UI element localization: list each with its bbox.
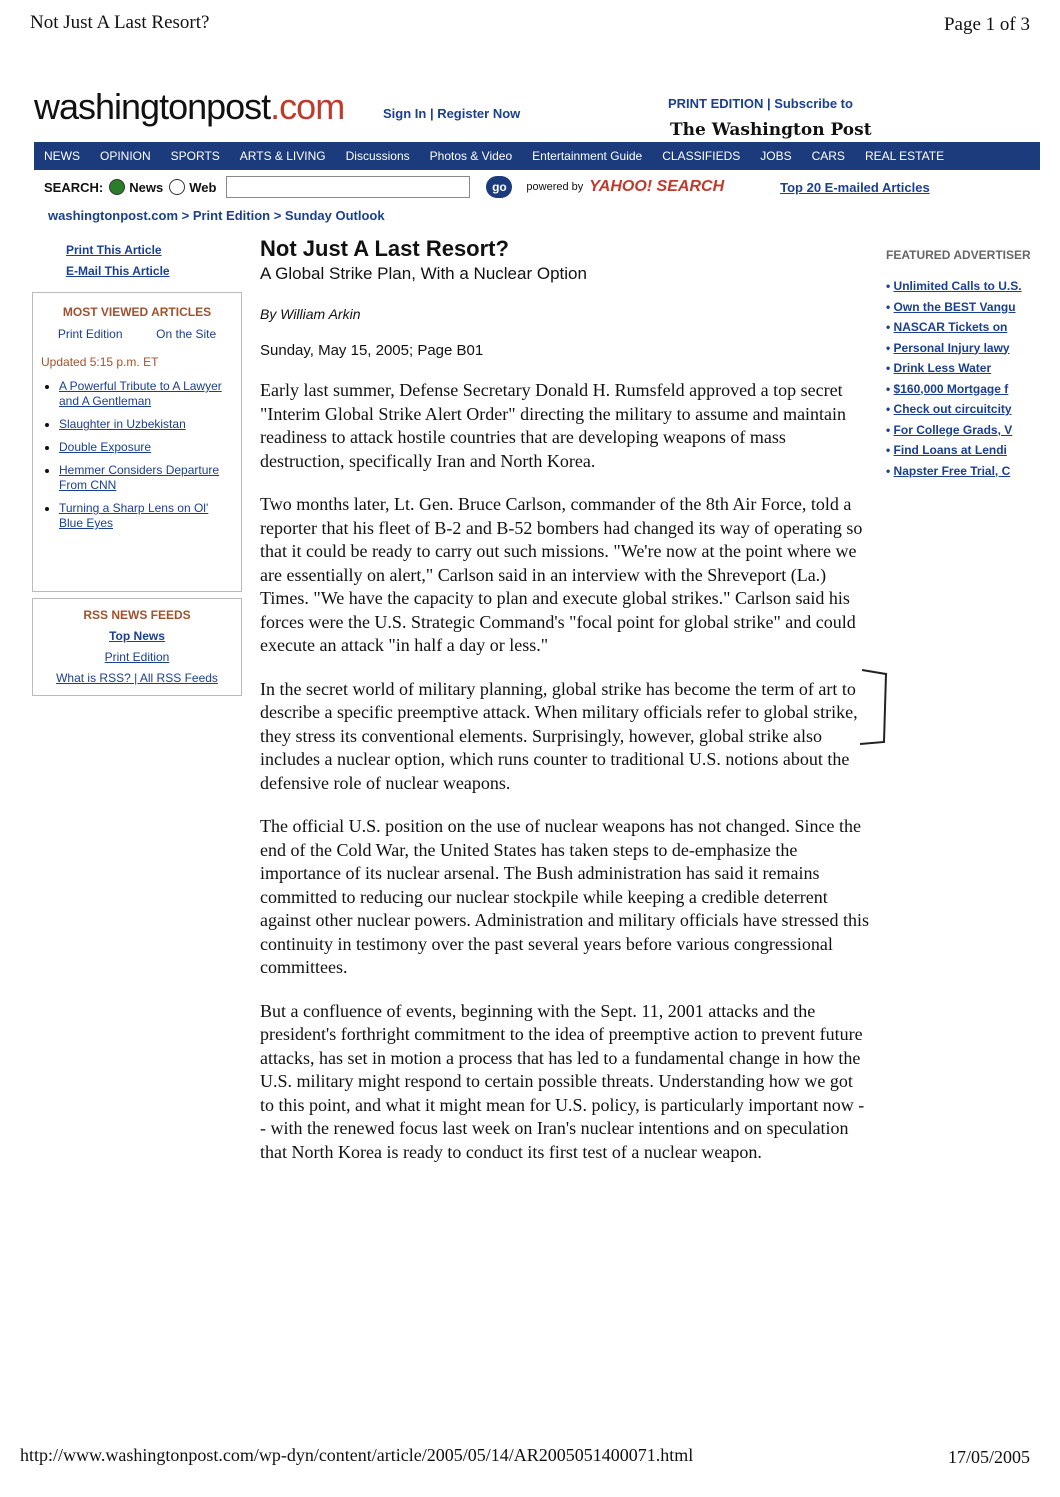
footer-date: 17/05/2005 bbox=[947, 1447, 1030, 1467]
site-logo[interactable] bbox=[34, 86, 344, 128]
logo-tld: .com bbox=[270, 86, 345, 127]
nav-entertainment[interactable]: Entertainment Guide bbox=[532, 149, 643, 163]
rss-what-is[interactable]: What is RSS? | All RSS Feeds bbox=[56, 671, 218, 685]
handwritten-bracket bbox=[856, 664, 896, 748]
rss-header: RSS NEWS FEEDS bbox=[83, 608, 191, 622]
powered-by: powered by bbox=[526, 181, 584, 193]
breadcrumb[interactable]: washingtonpost.com > Print Edition > Sunday Outlook bbox=[48, 208, 385, 223]
nav-opinion[interactable]: OPINION bbox=[100, 149, 151, 163]
radio-web[interactable] bbox=[169, 179, 185, 195]
yahoo-logo: YAHOO! SEARCH bbox=[589, 178, 725, 195]
article-paragraph: Early last summer, Defense Secretary Donald H. Rumsfeld approved a top secret "Interim Global Strike Alert Order" directing the military to assume and maintain readiness to attack hostile countries that are developing weapons of mass destruction, specifically Iran and North Korea. bbox=[260, 380, 847, 471]
left-sidebar bbox=[32, 234, 242, 700]
most-viewed-item[interactable]: Double Exposure bbox=[59, 440, 152, 454]
updated-time: Updated 5:15 p.m. ET bbox=[41, 355, 159, 369]
ad-link[interactable]: Personal Injury lawy bbox=[893, 340, 1010, 355]
article-byline: By William Arkin bbox=[260, 306, 361, 322]
nav-classifieds[interactable]: CLASSIFIEDS bbox=[662, 149, 741, 163]
go-button[interactable]: go bbox=[486, 176, 512, 198]
ad-link[interactable]: For College Grads, V bbox=[893, 422, 1013, 437]
ad-link[interactable]: Unlimited Calls to U.S. bbox=[893, 279, 1022, 293]
search-input[interactable] bbox=[226, 176, 470, 198]
footer-url: http://www.washingtonpost.com/wp-dyn/content/article/2005/05/14/AR2005051400071.html bbox=[20, 1445, 694, 1465]
ad-link[interactable]: Check out circuitcity bbox=[893, 402, 1012, 416]
article-headline: Not Just A Last Resort? bbox=[260, 236, 509, 261]
ad-link[interactable]: Drink Less Water bbox=[893, 361, 992, 375]
nav-arts[interactable]: ARTS & LIVING bbox=[239, 149, 326, 163]
main-nav bbox=[34, 142, 1040, 170]
nav-news[interactable]: NEWS bbox=[44, 149, 80, 163]
ad-link[interactable]: Napster Free Trial, C bbox=[893, 463, 1011, 478]
nav-discussions[interactable]: Discussions bbox=[345, 149, 410, 163]
most-viewed-item[interactable]: Slaughter in Uzbekistan bbox=[59, 417, 186, 431]
print-header-title: Not Just A Last Resort? bbox=[30, 12, 210, 33]
article-paragraph: The official U.S. position on the use of nuclear weapons has not changed. Since the end of the Cold War, the United States has taken steps to de-emphasize the importance of its nuclear arsenal. The Bush administration has said it remains committed to reducing our nuclear stockpile while keeping a credible deterrent against other nuclear powers. Administration and military officials have stressed this continuity in testimony over the past several years before various congressional committees. bbox=[260, 816, 870, 977]
nav-cars[interactable]: CARS bbox=[811, 149, 845, 163]
article-subhead: A Global Strike Plan, With a Nuclear Option bbox=[260, 264, 587, 283]
print-page-number: Page 1 of 3 bbox=[943, 14, 1030, 35]
featured-advertisers: FEATURED ADVERTISER • Unlimited Calls to U.S. • Own the BEST Vangu • NASCAR Tickets on • Personal Injury lawy • Drink Less Water • $160,000 Mortgage f • Check out circuitcity • For College Grads, V • Find Loans at Lendi • Napster Free Trial, C bbox=[886, 248, 1040, 481]
ad-link[interactable]: NASCAR Tickets on bbox=[893, 320, 1008, 334]
article-paragraph: Two months later, Lt. Gen. Bruce Carlson, commander of the 8th Air Force, told a reporter that his fleet of B-2 and B-52 bombers had changed its way of operating so that it could be ready to carry out such missions. "We're now at the point where we are essentially on alert," Carlson said in an interview with the Shreveport (La.) Times. "We have the capacity to plan and execute global strikes." Carlson said his forces were the U.S. Strategic Command's "focal point for global strike" and could execute an attack "in half a day or less." bbox=[260, 494, 863, 655]
print-article-link[interactable]: Print This Article bbox=[66, 243, 162, 257]
sign-in-link[interactable]: Sign In | Register Now bbox=[383, 106, 521, 121]
print-edition-link[interactable]: PRINT EDITION | Subscribe to bbox=[668, 96, 853, 111]
search-bar bbox=[34, 176, 1040, 198]
ad-link[interactable]: Own the BEST Vangu bbox=[893, 299, 1016, 314]
most-viewed-item[interactable]: A Powerful Tribute to A Lawyer and A Gentleman bbox=[59, 379, 222, 408]
most-viewed-item[interactable]: Turning a Sharp Lens on Ol' Blue Eyes bbox=[59, 501, 209, 530]
article-dateline: Sunday, May 15, 2005; Page B01 bbox=[260, 342, 484, 359]
logo-main: washingtonpost bbox=[34, 86, 271, 127]
article-paragraph: But a confluence of events, beginning with the Sept. 11, 2001 attacks and the president's forthright commitment to the idea of preemptive action to prevent future attacks, has set in motion a process that has led to a fundamental change in how the U.S. military might respond to certain possible threats. Understanding how we got to this point, and what it might mean for U.S. policy, is particularly important now -- with the renewed focus last week on Iran's nuclear intentions and on speculation that North Korea is ready to conduct its first test of a nuclear weapon. bbox=[260, 1000, 865, 1162]
most-viewed-item[interactable]: Hemmer Considers Departure From CNN bbox=[59, 463, 220, 492]
rss-top-news[interactable]: Top News bbox=[109, 629, 165, 643]
nav-sports[interactable]: SPORTS bbox=[170, 149, 220, 163]
ads-header: FEATURED ADVERTISER bbox=[886, 248, 1031, 262]
ad-link[interactable]: Find Loans at Lendi bbox=[893, 443, 1007, 457]
article bbox=[260, 236, 870, 1164]
paper-name: The Washington Post bbox=[670, 120, 872, 140]
nav-photos[interactable]: Photos & Video bbox=[429, 149, 513, 163]
radio-web-label: Web bbox=[189, 179, 217, 195]
radio-news[interactable] bbox=[109, 179, 125, 195]
search-label: SEARCH: bbox=[44, 179, 104, 195]
radio-news-label: News bbox=[129, 179, 164, 195]
most-viewed-header: MOST VIEWED ARTICLES bbox=[62, 305, 212, 319]
nav-real-estate[interactable]: REAL ESTATE bbox=[864, 149, 945, 163]
nav-jobs[interactable]: JOBS bbox=[760, 149, 792, 163]
tab-on-the-site[interactable]: On the Site bbox=[156, 327, 217, 341]
email-article-link[interactable]: E-Mail This Article bbox=[66, 264, 170, 278]
top20-link[interactable]: Top 20 E-mailed Articles bbox=[780, 179, 930, 195]
tab-print-edition[interactable]: Print Edition bbox=[57, 327, 123, 341]
article-body bbox=[260, 379, 870, 1164]
article-paragraph: In the secret world of military planning, global strike has become the term of art to describe a specific preemptive attack. When military officials refer to global strike, they stress its conventional elements. Surprisingly, however, global strike also includes a nuclear option, which runs counter to traditional U.S. notions about the defensive role of nuclear weapons. bbox=[260, 678, 858, 793]
rss-print-edition[interactable]: Print Edition bbox=[104, 650, 170, 664]
ad-link[interactable]: $160,000 Mortgage f bbox=[893, 381, 1009, 396]
